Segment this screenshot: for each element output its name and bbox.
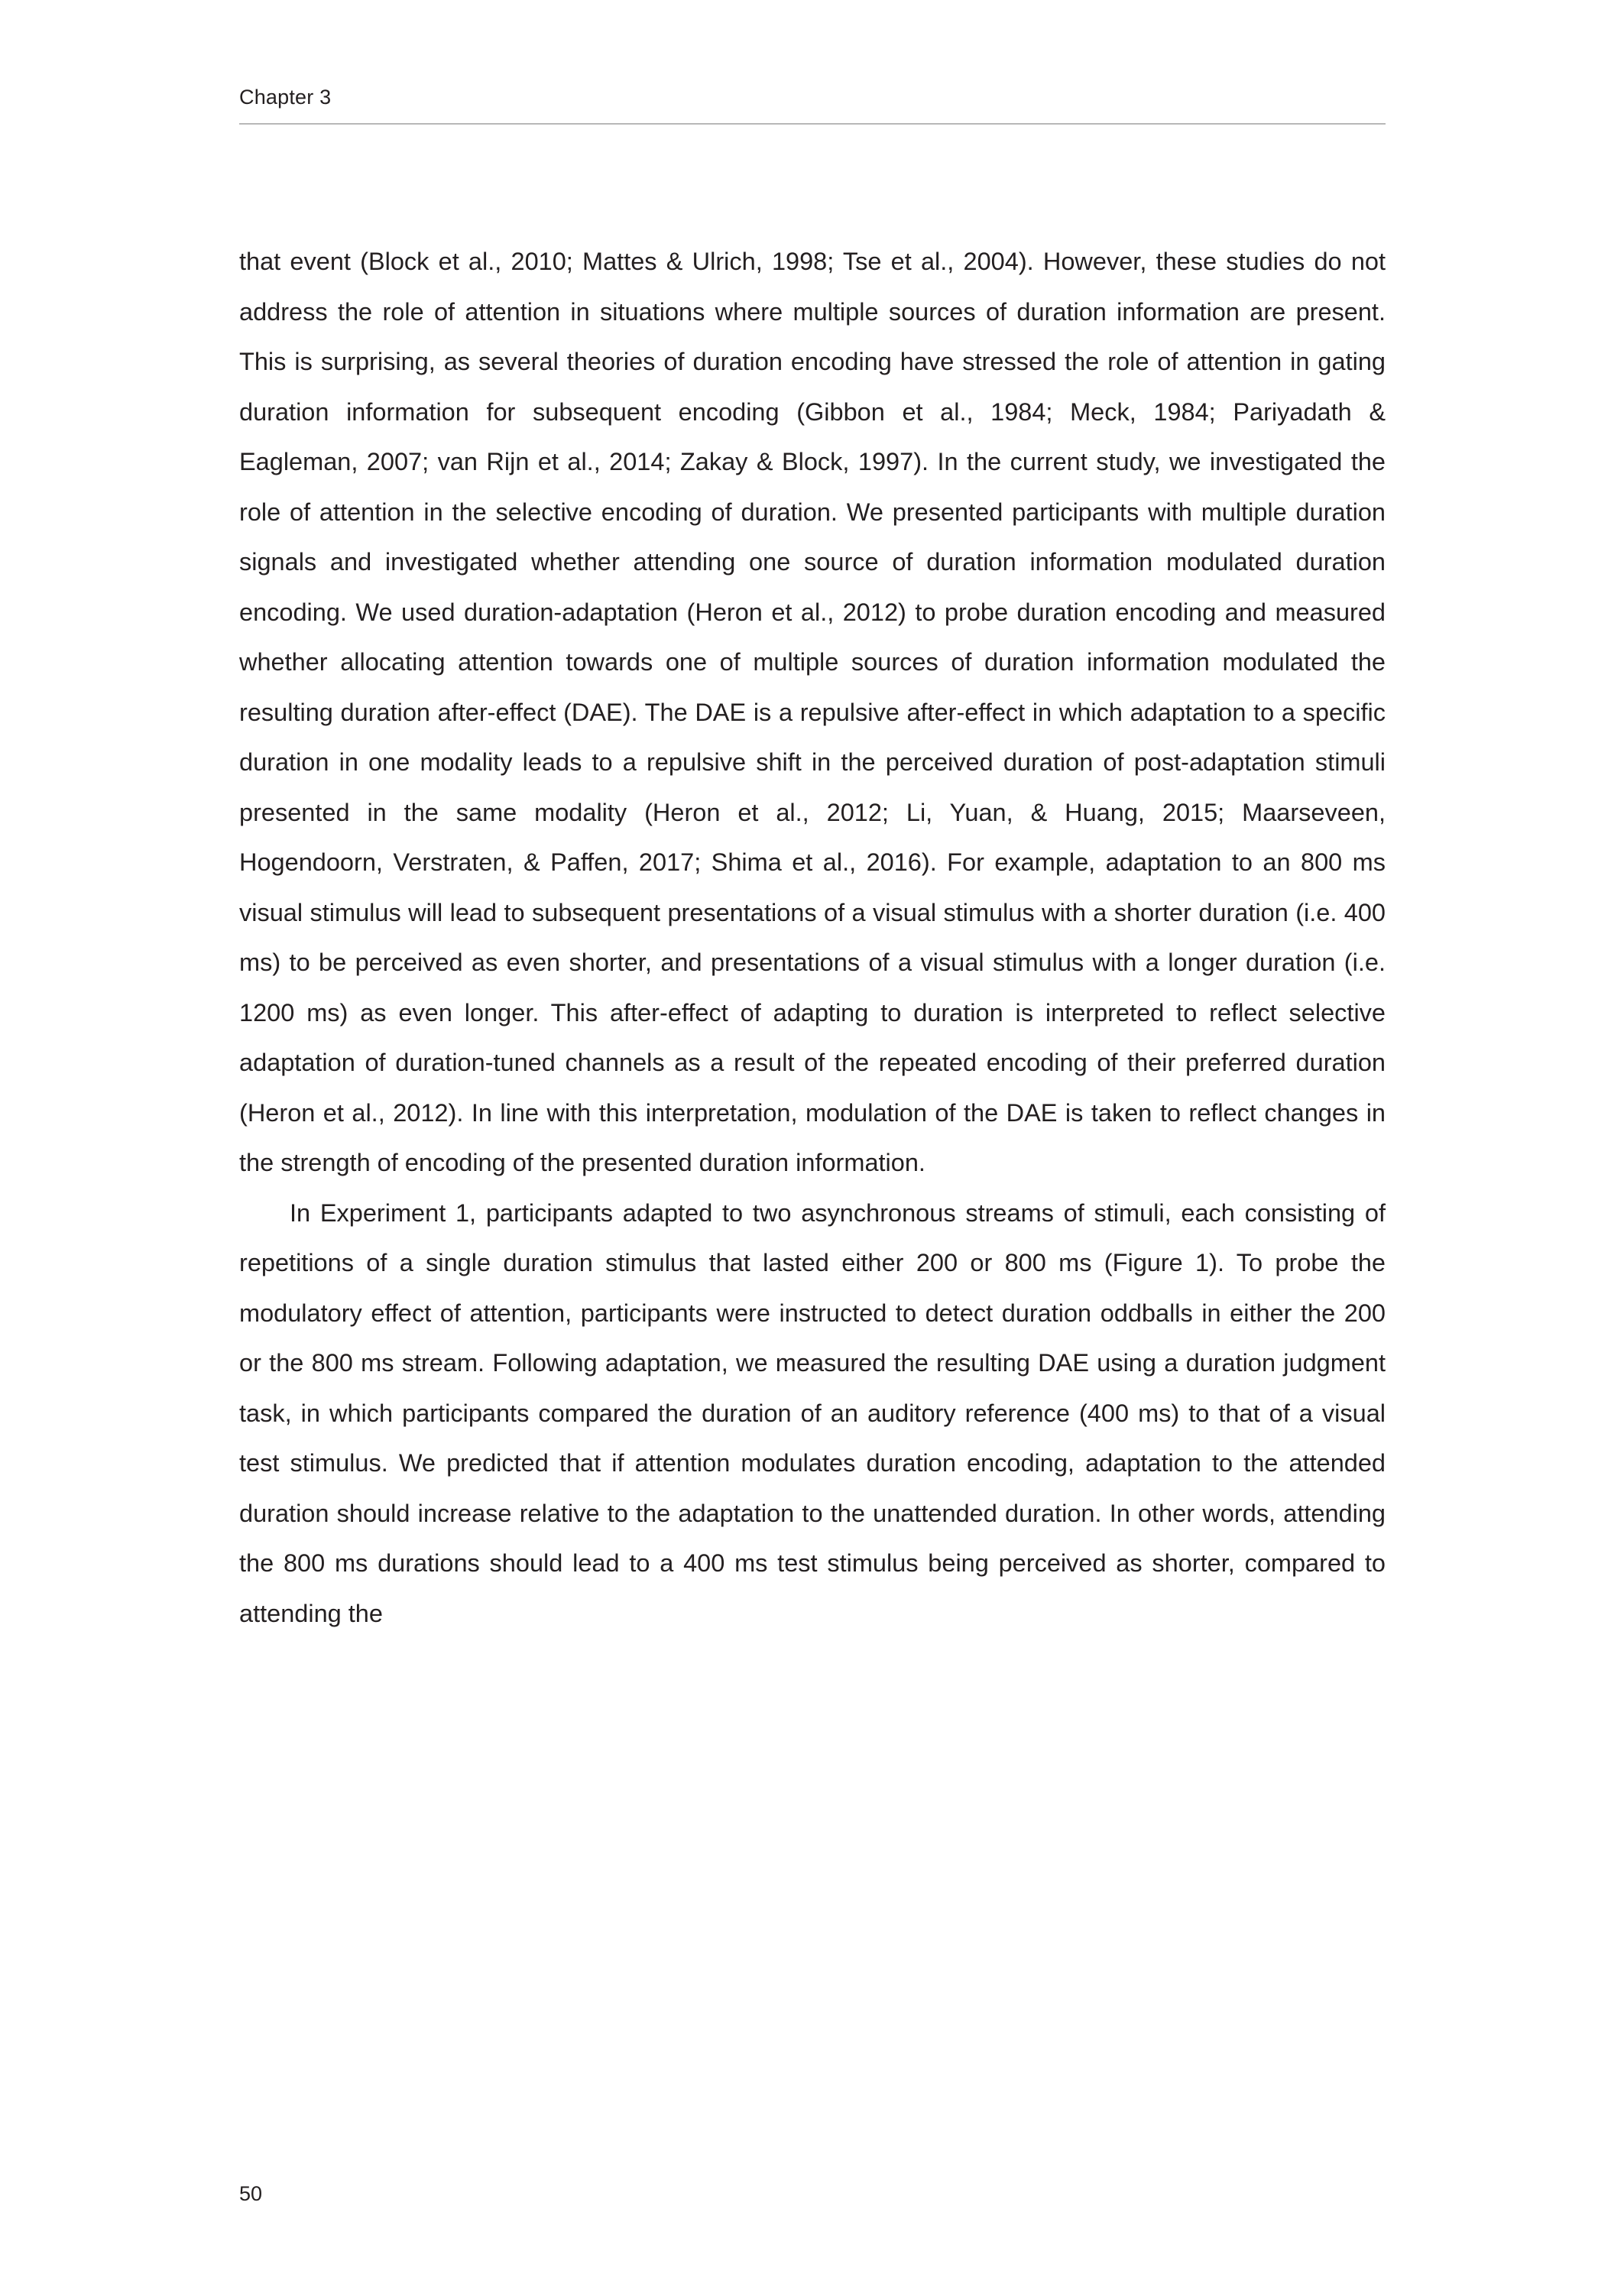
chapter-label: Chapter 3 (239, 86, 332, 109)
page-number: 50 (239, 2182, 263, 2205)
paragraph: that event (Block et al., 2010; Mattes & Ulrich, 1998; Tse et al., 2004). However, these studies do not address the role of attention in situations where multiple sources of duration information are present. This is surprising, as several theories of duration encoding have stressed the role of attention in gating duration information for subsequent encoding (Gibbon et al., 1984; Meck, 1984; Pariyadath & Eagleman, 2007; van Rijn et al., 2014; Zakay & Block, 1997). In the current study, we investigated the role of attention in the selective encoding of duration. We presented participants with multiple duration signals and investigated whether attending one source of duration information modulated duration encoding. We used duration-adaptation (Heron et al., 2012) to probe duration encoding and measured whether allocating attention towards one of multiple sources of duration information modulated the resulting duration after-effect (DAE). The DAE is a repulsive after-effect in which adaptation to a specific duration in one modality leads to a repulsive shift in the perceived duration of post-adaptation stimuli presented in the same modality (Heron et al., 2012; Li, Yuan, & Huang, 2015; Maarseveen, Hogendoorn, Verstraten, & Paffen, 2017; Shima et al., 2016). For example, adaptation to an 800 ms visual stimulus will lead to subsequent presentations of a visual stimulus with a shorter duration (i.e. 400 ms) to be perceived as even shorter, and presentations of a visual stimulus with a longer duration (i.e. 1200 ms) as even longer. This after-effect of adapting to duration is interpreted to reflect selective adaptation of duration-tuned channels as a result of the repeated encoding of their preferred duration (Heron et al., 2012). In line with this interpretation, modulation of the DAE is taken to reflect changes in the strength of encoding of the presented duration information. (239, 248, 1386, 1176)
page-body (239, 237, 1386, 1639)
paragraph: In Experiment 1, participants adapted to two asynchronous streams of stimuli, each consisting of repetitions of a single duration stimulus that lasted either 200 or 800 ms (Figure 1). To probe the modulatory effect of attention, participants were instructed to detect duration oddballs in either the 200 or the 800 ms stream. Following adaptation, we measured the resulting DAE using a duration judgment task, in which participants compared the duration of an auditory reference (400 ms) to that of a visual test stimulus. We predicted that if attention modulates duration encoding, adaptation to the attended duration should increase relative to the adaptation to the unattended duration. In other words, attending the 800 ms durations should lead to a 400 ms test stimulus being perceived as shorter, compared to attending the (239, 1198, 1386, 1627)
header-divider (239, 123, 1386, 125)
page-header (239, 86, 1386, 125)
